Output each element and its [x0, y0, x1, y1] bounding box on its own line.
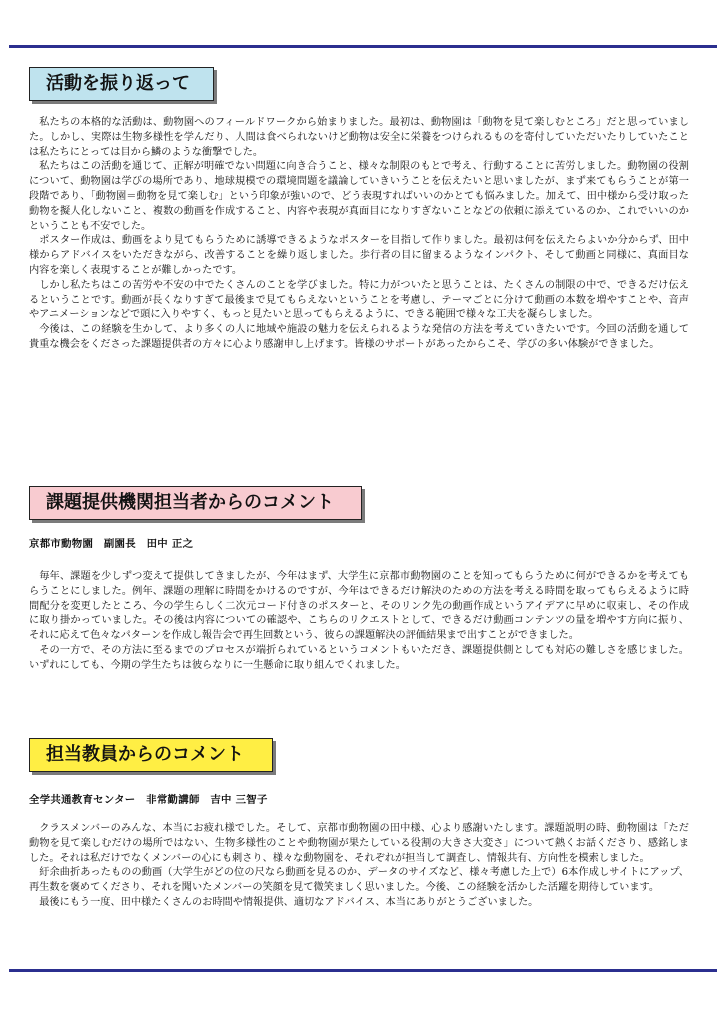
section-heading-provider-comment: 課題提供機関担当者からのコメント — [29, 486, 362, 520]
top-rule — [9, 45, 717, 48]
paragraph: 毎年、課題を少しずつ変えて提供してきましたが、今年はまず、大学生に京都市動物園のことを知ってもらうために何ができるかを考えてもらうことにしました。例年、課題の理解に時間をかけるのですが、今年はできるだけ解決のための方法を考える時間を取ってもらえるように時間配分を変更したところ、今の学生らしく二次元コード付きのポスターと、そのリンク先の動画作成というアイデアに早めに収束し、その作成に取り掛かっていました。その後は内容についての確認や、こちらのリクエストとして、できるだけ動画コンテンツの量を増やす方向に振り、それに応えて色々なパターンを作成し報告会で再生回数という、彼らの課題解決の評価結果まで出すことができました。 — [29, 571, 689, 642]
paragraph: 今後は、この経験を生かして、より多くの人に地域や施設の魅力を伝えられるような発信の方法を考えていきたいです。今回の活動を通して貴重な機会をくださった課題提供者の方々に心より感謝申し上げます。皆様のサポートがあったからこそ、学びの多い体験ができました。 — [29, 324, 689, 350]
section-heading-reflection: 活動を振り返って — [29, 67, 214, 101]
paragraph: しかし私たちはこの苦労や不安の中でたくさんのことを学びました。特に力がついたと思うことは、たくさんの制限の中で、できるだけ伝えるということです。動画が長くなりすぎて最後まで見てもらえないということを考慮し、テーマごとに分けて動画の本数を増やすことや、音声やアニメーションなどで頭に入りやすく、もっと見たいと思ってもらえるように、できる範囲で様々な工夫を凝らしました。 — [29, 279, 689, 321]
provider-comment-body — [29, 570, 689, 674]
paragraph: クラスメンバーのみんな、本当にお疲れ様でした。そして、京都市動物園の田中様、心より感謝いたします。課題説明の時、動物園は「ただ動物を見て楽しむだけの場所ではない、生物多様性のことや動物園が果たしている役割の大きさ大変さ」について熱くお話くださり、感銘しました。それは私だけでなくメンバーの心にも刺さり、様々な動物園を、それぞれが担当して調査し、情報共有、方向性を模索しました。 — [29, 823, 689, 864]
paragraph: 私たちはこの活動を通じて、正解が明確でない問題に向き合うこと、様々な制限のもとで考え、行動することに苦労しました。動物園の役割について、動物園は学びの場所であり、地球規模での環境問題を議論していきいうことを伝えたいと思いましたが、まず来てもらうことが第一段階であり、「動物園＝動物を見て楽しむ」という印象が強いので、どう表現すればいいのかとても悩みました。加えて、田中様から受け取った動物を擬人化しないこと、複数の動画を作成すること、内容や表現が真面目になりすぎないことなどの依頼に添えているのか、これでいいのかということも不安でした。 — [29, 161, 689, 232]
paragraph: 私たちの本格的な活動は、動物園へのフィールドワークから始まりました。最初は、動物園は「動物を見て楽しむところ」だと思っていました。しかし、実際は生物多様性を学んだり、人間は食べられないけど動物は安全に栄養をつけられるものを寄付していただいたりしていたことは私たちにとっては目から鱗のような衝撃でした。 — [29, 117, 689, 158]
paragraph: その一方で、その方法に至るまでのプロセスが端折られているというコメントもいただき、課題提供側としても対応の難しさを感じました。いずれにしても、今期の学生たちは彼らなりに一生懸命に取り組んでくれました。 — [29, 644, 689, 671]
paragraph: 紆余曲折あったものの動画（大学生がどの位の尺なら動画を見るのか、データのサイズなど、様々考慮した上で）6本作成しサイトにアップ、再生数を褒めてくださり、それを聞いたメンバーの笑顔を見て微笑ましく思いました。今後、この経験を活かした活躍を期待しています。 — [29, 867, 689, 894]
paragraph: 最後にもう一度、田中様たくさんのお時間や情報提供、適切なアドバイス、本当にありがとうございました。 — [39, 896, 539, 908]
bottom-rule — [9, 969, 717, 972]
paragraph: ポスター作成は、動画をより見てもらうために誘導できるようなポスターを目指して作りました。最初は何を伝えたらよいか分からず、田中様からアドバイスをいただきながら、改善することを繰り返しました。歩行者の目に留まるようなインパクト、そして動画と同様に、真面目な内容を楽しく表現することが難しかったです。 — [29, 235, 689, 276]
section-heading-teacher-comment: 担当教員からのコメント — [29, 738, 273, 772]
provider-byline: 京都市動物園 副園長 田中 正之 — [29, 538, 194, 550]
reflection-body — [29, 116, 689, 353]
teacher-comment-body — [29, 822, 689, 911]
teacher-byline: 全学共通教育センター 非常勤講師 吉中 三智子 — [29, 794, 268, 806]
